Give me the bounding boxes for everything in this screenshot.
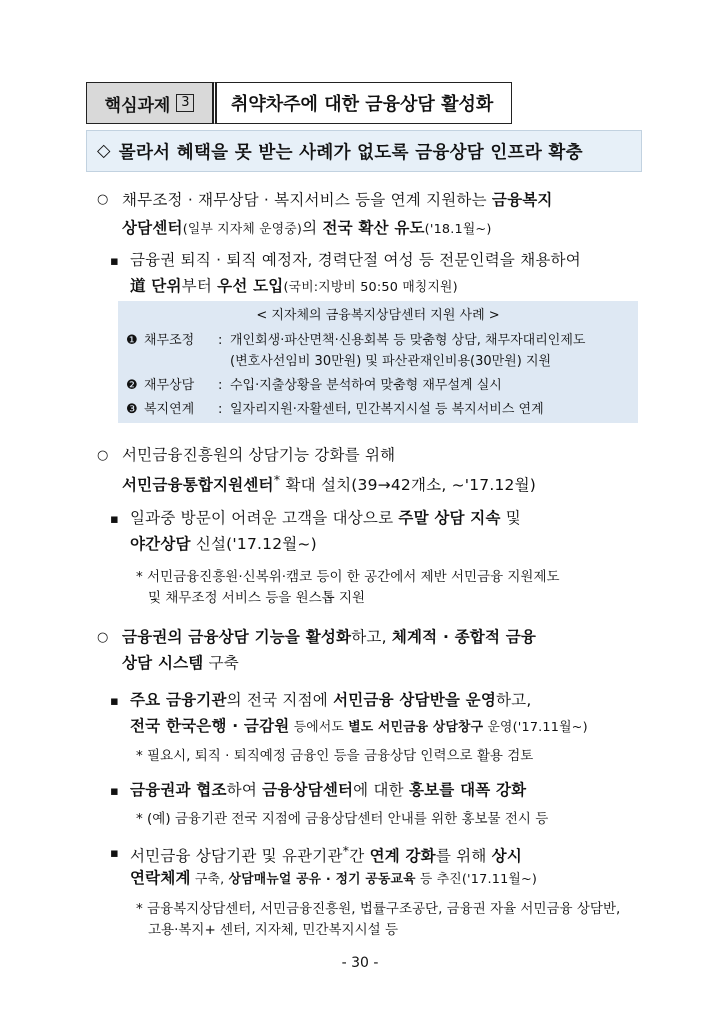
example-item1-colon: : bbox=[218, 333, 223, 348]
section2-note-line1: * 서민금융진흥원·신복위·캠코 등이 한 공간에서 제반 서민금융 지원제도 bbox=[136, 569, 560, 585]
section3-bullet2-line1: 금융권과 협조하여 금융상담센터에 대한 홍보를 대폭 강화 bbox=[130, 781, 527, 799]
number-2-icon: ❷ bbox=[126, 378, 138, 393]
section3-bullet1-line2: 전국 한국은행 · 금감원 등에서도 별도 서민금융 상담창구 운영('17.11월~) bbox=[130, 717, 588, 735]
example-box bbox=[118, 301, 638, 423]
example-item2-line1: 수입·지출상황을 분석하여 맞춤형 재무설계 실시 bbox=[230, 378, 502, 393]
section3-line2: 상담 시스템 구축 bbox=[122, 654, 239, 672]
example-item1-label: 채무조정 bbox=[144, 333, 195, 348]
section3-line1: 금융권의 금융상담 기능을 활성화하고, 체계적 · 종합적 금융 bbox=[122, 628, 537, 646]
diamond-icon: ◇ bbox=[97, 141, 111, 161]
example-item2-colon: : bbox=[218, 378, 223, 393]
section3-bullet1-note: * 필요시, 퇴직 · 퇴직예정 금융인 등을 금융상담 인력으로 활용 검토 bbox=[136, 748, 534, 764]
header-label-box bbox=[86, 82, 212, 124]
banner-text: 몰라서 혜택을 못 받는 사례가 없도록 금융상담 인프라 확충 bbox=[118, 142, 583, 163]
square-bullet-icon: ▪ bbox=[110, 512, 119, 527]
example-item3-label: 복지연계 bbox=[144, 402, 195, 417]
square-bullet-icon: ▪ bbox=[110, 694, 119, 709]
section1-bullet1-line1: 금융권 퇴직 · 퇴직 예정자, 경력단절 여성 등 전문인력을 채용하여 bbox=[130, 251, 581, 269]
example-item3-line1: 일자리지원·자활센터, 민간복지시설 등 복지서비스 연계 bbox=[230, 402, 544, 417]
section3-bullet2-note: * (예) 금융기관 전국 지점에 금융상담센터 안내를 위한 홍보물 전시 등 bbox=[136, 811, 549, 827]
number-1-icon: ❶ bbox=[126, 333, 138, 348]
section2-bullet1-line1: 일과중 방문이 어려운 고객을 대상으로 주말 상담 지속 및 bbox=[130, 509, 521, 527]
circle-bullet-icon: ○ bbox=[97, 192, 109, 207]
summary-banner bbox=[86, 130, 642, 172]
section2-line2: 서민금융통합지원센터* 확대 설치(39→42개소, ~'17.12월) bbox=[122, 473, 537, 495]
header-label: 핵심과제 bbox=[104, 95, 171, 116]
example-item1-line1: 개인회생·파산면책·신용회복 등 맞춤형 상담, 채무자대리인제도 bbox=[230, 333, 586, 348]
section3-bullet3-note-line2: 고용·복지+ 센터, 지자체, 민간복지시설 등 bbox=[148, 922, 399, 938]
section1-line2: 상담센터(일부 지자체 운영중)의 전국 확산 유도('18.1월~) bbox=[122, 219, 492, 237]
example-title: < 지자체의 금융복지상담센터 지원 사례 > bbox=[256, 308, 500, 323]
example-item2-label: 재무상담 bbox=[144, 378, 195, 393]
example-item3-colon: : bbox=[218, 402, 223, 417]
section-header bbox=[86, 82, 512, 124]
example-item1-line2: (변호사선임비 30만원) 및 파산관재인비용(30만원) 지원 bbox=[230, 354, 552, 369]
square-bullet-icon: ▪ bbox=[110, 254, 119, 269]
section2-bullet1-line2: 야간상담 신설('17.12월~) bbox=[130, 535, 317, 553]
number-3-icon: ❸ bbox=[126, 402, 138, 417]
section3-bullet1-line1: 주요 금융기관의 전국 지점에 서민금융 상담반을 운영하고, bbox=[130, 691, 532, 709]
section3-bullet3-line2: 연락체계 구축, 상담매뉴얼 공유 · 정기 공동교육 등 추진('17.11월~) bbox=[130, 869, 538, 887]
square-bullet-icon: ▪ bbox=[110, 784, 119, 799]
header-title-text: 취약차주에 대한 금융상담 활성화 bbox=[231, 94, 494, 115]
header-title bbox=[212, 82, 512, 124]
circle-bullet-icon: ○ bbox=[97, 630, 109, 645]
header-number: 3 bbox=[176, 94, 194, 112]
square-bullet-icon: ▪ bbox=[110, 846, 119, 861]
page-number: - 30 - bbox=[341, 955, 379, 971]
circle-bullet-icon: ○ bbox=[97, 448, 109, 463]
section1-line1: 채무조정 · 재무상담 · 복지서비스 등을 연계 지원하는 금융복지 bbox=[122, 191, 553, 209]
section3-bullet3-note-line1: * 금융복지상담센터, 서민금융진흥원, 법률구조공단, 금융권 자율 서민금융 상담반, bbox=[136, 901, 621, 917]
section2-line1: 서민금융진흥원의 상담기능 강화를 위해 bbox=[122, 446, 396, 464]
section2-note-line2: 및 채무조정 서비스 등을 원스톱 지원 bbox=[148, 590, 366, 606]
section1-bullet1-line2: 道 단위부터 우선 도입(국비:지방비 50:50 매칭지원) bbox=[130, 277, 458, 295]
section3-bullet3-line1: 서민금융 상담기관 및 유관기관*간 연계 강화를 위해 상시 bbox=[130, 844, 522, 866]
